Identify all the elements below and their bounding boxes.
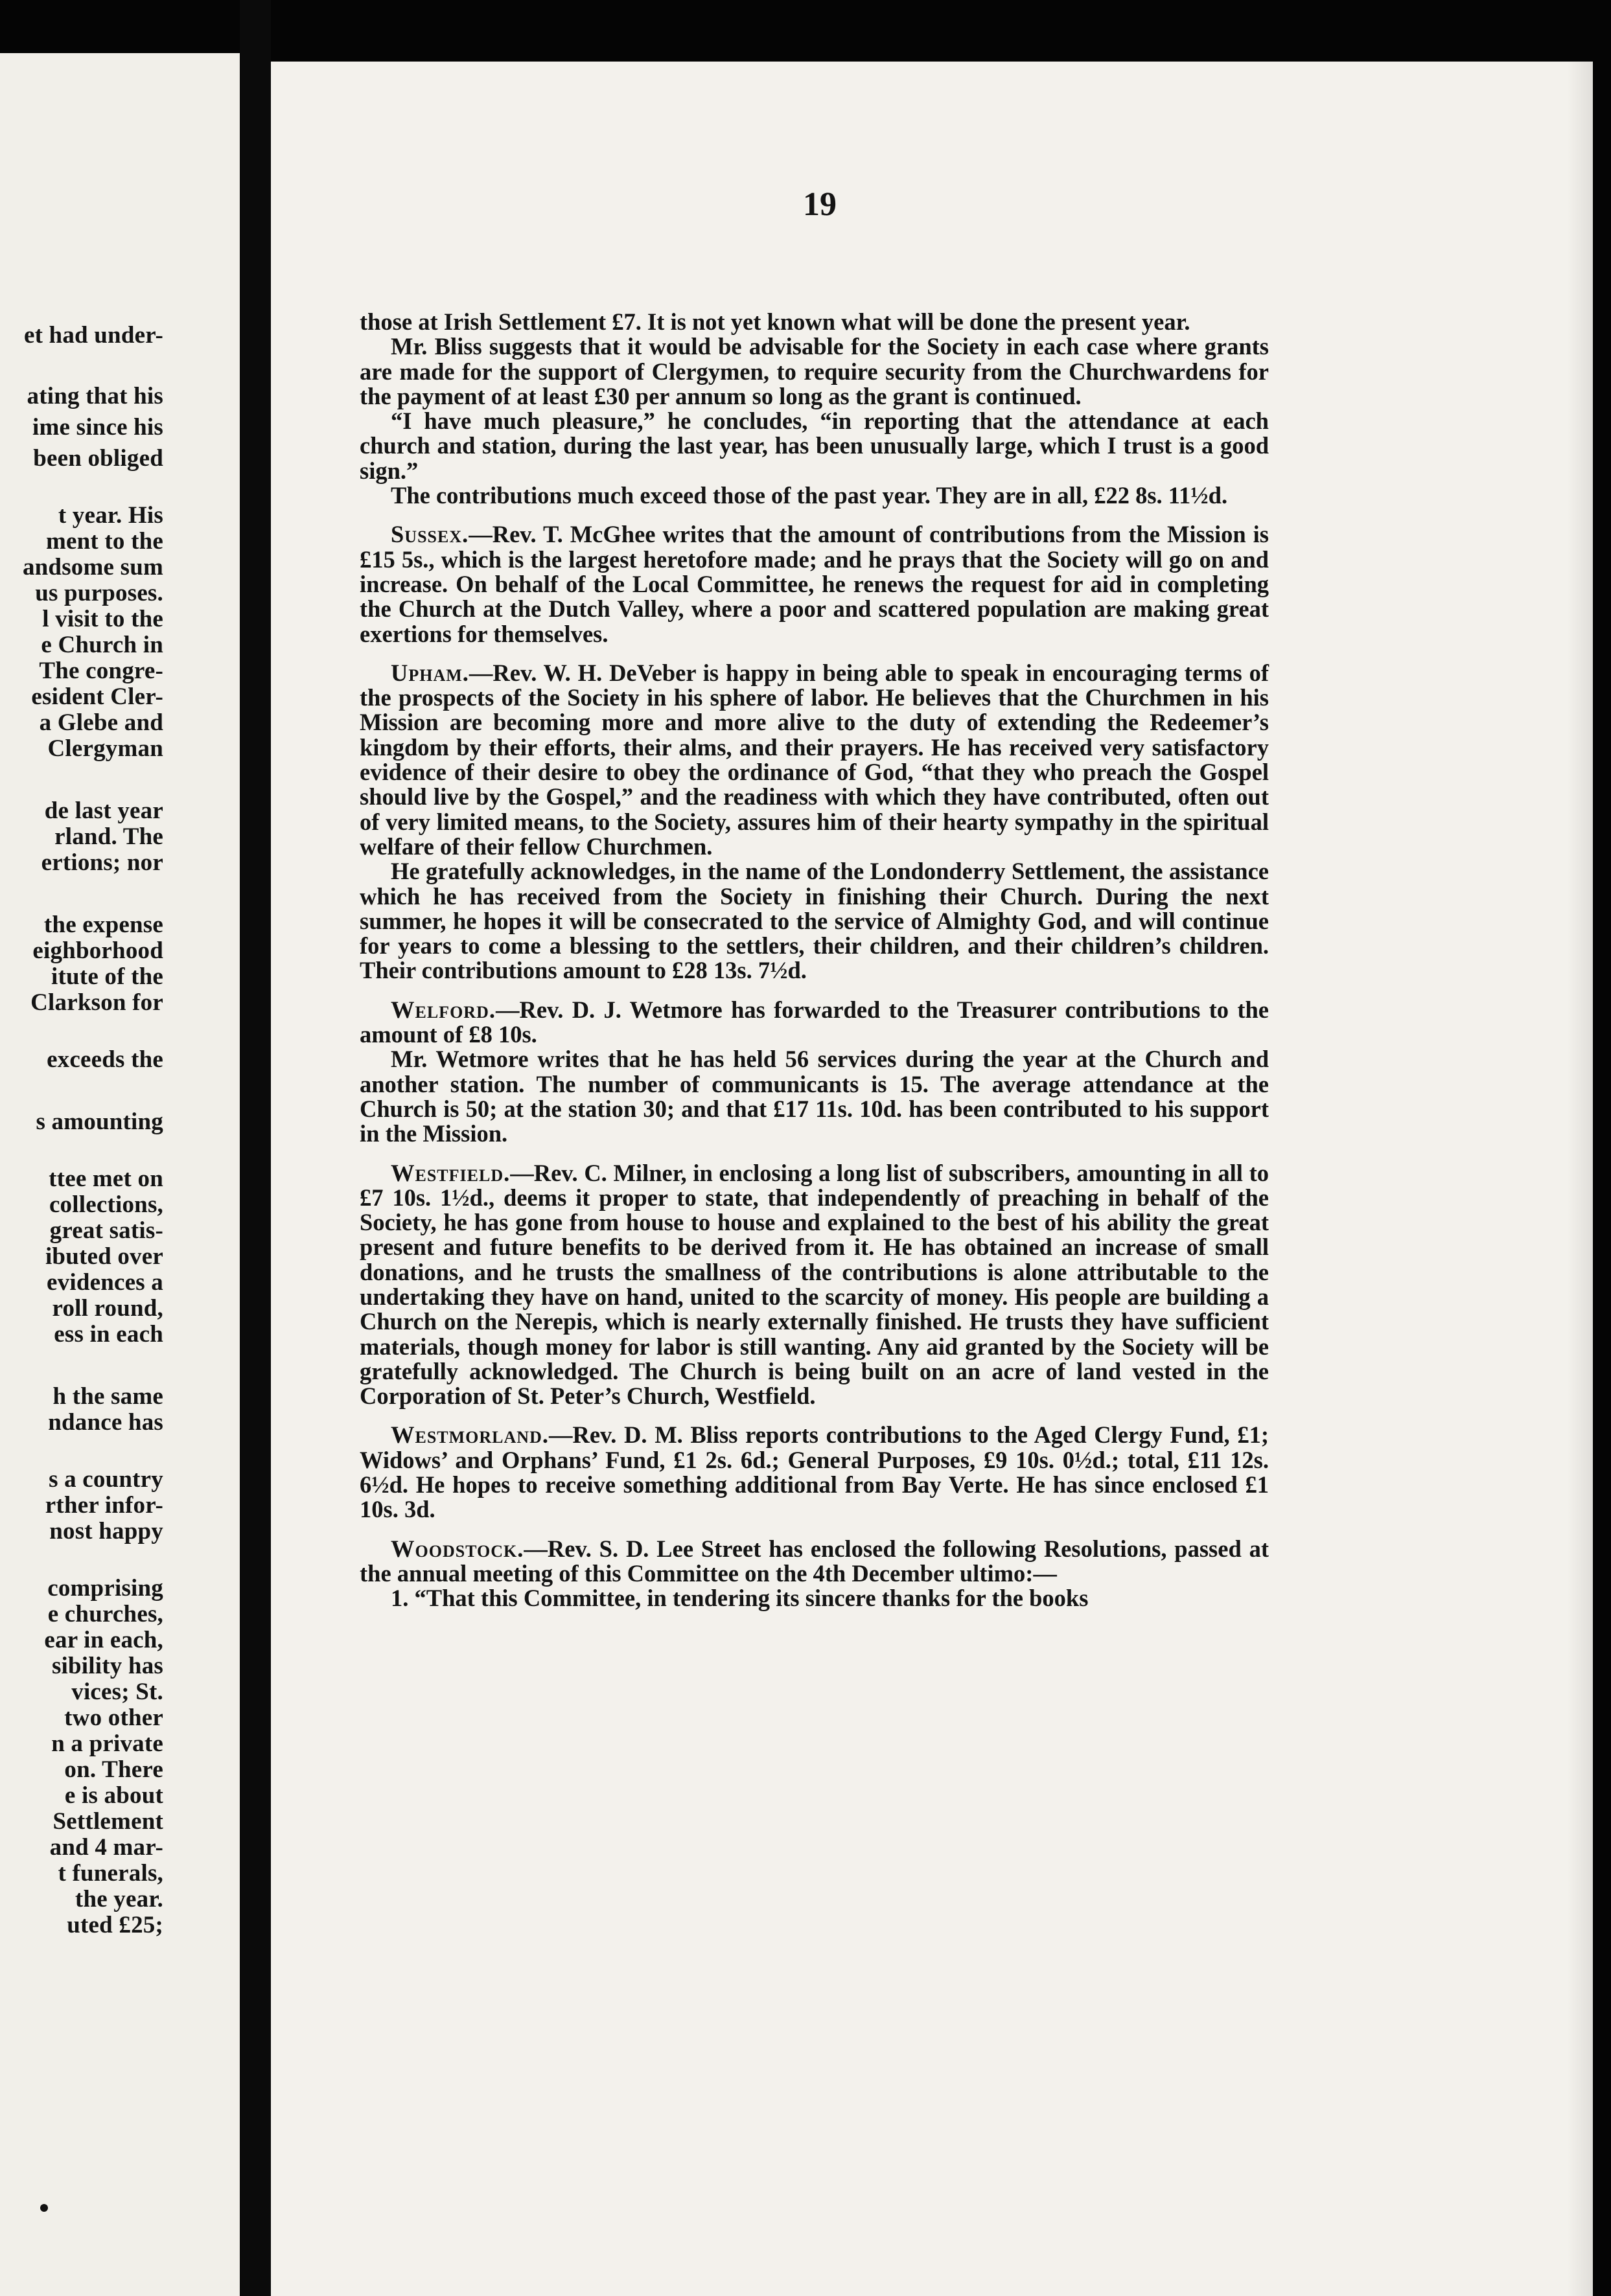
paragraph-text: “I have much pleasure,” he concludes, “in reporting that the attendance at each church and station, during the last year, has been unusually large, which I trust is a good sign.” <box>360 408 1269 484</box>
left-fragment-line: rland. The <box>54 823 163 850</box>
paragraph <box>360 1586 1269 1611</box>
ink-dot <box>40 2204 48 2212</box>
page-body <box>360 310 1269 1611</box>
left-fragment-line: h the same <box>52 1383 163 1410</box>
left-fragment-line: t funerals, <box>58 1860 163 1887</box>
paragraph-text: —Rev. D. J. Wetmore has forwarded to the Treasurer contributions to the amount of £8 10s. <box>360 996 1269 1048</box>
paragraph <box>360 1537 1269 1587</box>
paragraph-text: Mr. Wetmore writes that he has held 56 services during the year at the Church and another station. The number of communicants is 15. The average attendance at the Church is 50; at the station 30; and that £17 11s. 10d. has been contributed to his support in the Mission. <box>360 1046 1269 1147</box>
left-fragment-line: rther infor- <box>45 1492 163 1519</box>
paragraph-text: —Rev. W. H. DeVeber is happy in being able to speak in encouraging terms of the prospects of the Society in his sphere of labor. He believes that the Churchmen in his Mission are becoming more and more alive to the duty of extending the Redeemer’s kingdom by their efforts, their alms, and their prayers. He has received very satisfactory evidence of their desire to obey the ordinance of God, “that they who preach the Gospel should live by the Gospel,” and the readiness with which they have contributed, often out of very limited means, to the Society, assures him of their hearty sympathy in the spiritual welfare of their fellow Churchmen. <box>360 659 1269 860</box>
paragraph <box>360 1161 1269 1409</box>
left-fragment-line: great satis- <box>49 1217 163 1244</box>
left-fragment-line: ttee met on <box>49 1165 163 1192</box>
left-fragment-line: ertions; nor <box>41 849 163 876</box>
left-fragment-line: two other <box>64 1705 163 1731</box>
paragraph-text: those at Irish Settlement £7. It is not yet known what will be done the present year. <box>360 308 1190 335</box>
left-fragment-line: comprising <box>47 1575 163 1601</box>
left-fragment-line: l visit to the <box>42 606 163 632</box>
left-fragment-line: The congre- <box>39 658 163 684</box>
paragraph-text: 1. “That this Committee, in tendering its sincere thanks for the books <box>391 1585 1089 1612</box>
section-heading: Woodstock. <box>391 1535 524 1562</box>
left-fragment-line: evidences a <box>47 1269 163 1296</box>
paragraph <box>360 998 1269 1048</box>
left-fragment-line: us purposes. <box>35 580 163 606</box>
left-fragment-line: collections, <box>49 1191 163 1218</box>
section-heading: Upham. <box>391 659 469 686</box>
left-fragment-line: ime since his <box>32 414 163 441</box>
paragraph-text: —Rev. S. D. Lee Street has enclosed the following Resolutions, passed at the annual meeting of this Committee on the 4th December ultimo:— <box>360 1535 1269 1587</box>
left-fragment-line: ndance has <box>48 1409 163 1436</box>
left-fragment-line: ess in each <box>54 1321 163 1348</box>
paragraph <box>360 409 1269 483</box>
left-fragment-line: s a country <box>49 1466 163 1493</box>
left-fragment-line: exceeds the <box>47 1046 163 1073</box>
paragraph-text: Mr. Bliss suggests that it would be advisable for the Society in each case where grants are made for the support of Clergymen, to require security from the Churchwardens for the payment of at least £30 per annum so long as the grant is continued. <box>360 333 1269 409</box>
left-fragment-line: ibuted over <box>45 1243 163 1270</box>
left-fragment-line: ment to the <box>46 528 163 555</box>
left-fragment-line: s amounting <box>36 1108 163 1135</box>
left-fragment-line: esident Cler- <box>31 683 163 710</box>
page-number: 19 <box>803 186 837 223</box>
paragraph <box>360 334 1269 409</box>
left-fragment-line: the expense <box>43 912 163 938</box>
paragraph <box>360 859 1269 983</box>
paragraph <box>360 1423 1269 1522</box>
paragraph <box>360 522 1269 646</box>
paragraph <box>360 483 1269 508</box>
left-fragment-line: and 4 mar- <box>49 1834 163 1861</box>
left-page-fragment <box>0 53 240 2296</box>
paragraph-text: —Rev. D. M. Bliss reports contributions to the Aged Clergy Fund, £1; Widows’ and Orphans’ Fund, £1 2s. 6d.; General Purposes, £9 10s. 0½d.; total, £11 12s. 6½d. He hopes to receive something additional from Bay Verte. He has since enclosed £1 10s. 3d. <box>360 1421 1269 1523</box>
paragraph-text: —Rev. T. McGhee writes that the amount of contributions from the Mission is £15 5s., which is the largest heretofore made; and he prays that the Society will go on and increase. On behalf of the Local Committee, he renews the request for aid in completing the Church at the Dutch Valley, where a poor and scattered population are making great exertions for themselves. <box>360 521 1269 647</box>
left-fragment-line: uted £25; <box>67 1912 163 1938</box>
left-fragment-line: nost happy <box>49 1518 163 1544</box>
section-heading: Westmorland. <box>391 1421 549 1449</box>
left-fragment-line: n a private <box>51 1730 163 1757</box>
left-fragment-line: eighborhood <box>32 937 163 964</box>
section-heading: Sussex. <box>391 521 469 548</box>
left-fragment-line: e is about <box>64 1782 163 1809</box>
left-fragment-line: t year. His <box>58 502 163 529</box>
paragraph-text: The contributions much exceed those of the past year. They are in all, £22 8s. 11½d. <box>391 482 1228 509</box>
left-fragment-line: Settlement <box>52 1808 163 1835</box>
left-fragment-line: the year. <box>75 1886 163 1912</box>
left-fragment-line: de last year <box>44 798 163 824</box>
paragraph <box>360 1047 1269 1146</box>
left-fragment-line: a Glebe and <box>39 709 163 736</box>
left-fragment-line: e churches, <box>47 1601 163 1627</box>
left-fragment-line: ear in each, <box>44 1627 163 1653</box>
left-fragment-line: sibility has <box>51 1653 163 1679</box>
left-fragment-line: Clergyman <box>47 735 163 762</box>
left-fragment-line: e Church in <box>41 632 163 658</box>
paragraph <box>360 661 1269 859</box>
left-fragment-line: ating that his <box>27 383 163 409</box>
left-fragment-line: et had under- <box>23 322 163 349</box>
left-fragment-line: itute of the <box>51 963 163 990</box>
section-heading: Westfield. <box>391 1159 511 1186</box>
left-fragment-line: andsome sum <box>22 554 163 580</box>
paragraph-text: He gratefully acknowledges, in the name of the Londonderry Settlement, the assistance which he has received from the Society in finishing their Church. During the next summer, he hopes it will be consecrated to the service of Almighty God, and will continue for years to come a blessing to the settlers, their children, and their children’s children. Their contributions amount to £28 13s. 7½d. <box>360 858 1269 984</box>
left-fragment-line: been obliged <box>33 445 163 472</box>
section-heading: Welford. <box>391 996 496 1023</box>
left-fragment-line: vices; St. <box>71 1679 163 1705</box>
paragraph-text: —Rev. C. Milner, in enclosing a long list of subscribers, amounting in all to £7 10s. 1½d., deems it proper to state, that independently of preaching in behalf of the Society, he has gone from house to house and explained to the best of his ability the great present and future benefits to be derived from it. He has obtained an increase of small donations, and he trusts the smallness of the contributions is alone attributable to the undertaking they have on hand, united to the scarcity of money. His people are building a Church on the Nerepis, which is nearly externally finished. He trusts they have sufficient materials, though money for labor is still wanting. Any aid granted by the Society will be gratefully acknowledged. The Church is being built on an acre of land vested in the Corporation of St. Peter’s Church, Westfield. <box>360 1159 1269 1410</box>
left-fragment-line: roll round, <box>52 1295 163 1322</box>
left-fragment-line: Clarkson for <box>30 989 163 1016</box>
left-fragment-line: on. There <box>64 1756 163 1783</box>
book-gutter <box>240 0 271 2296</box>
paragraph <box>360 310 1269 334</box>
